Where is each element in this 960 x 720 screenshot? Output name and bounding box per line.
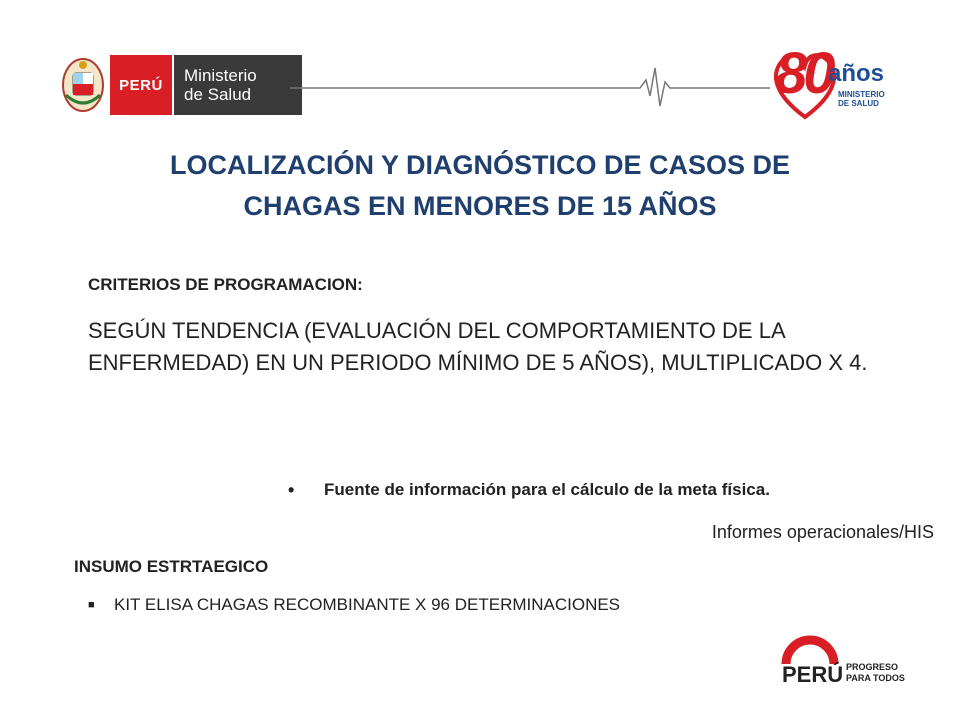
peru-progreso-logo xyxy=(780,632,910,690)
ministry-line1: Ministerio xyxy=(184,66,257,85)
footer-peru-word: PERÚ xyxy=(782,662,844,687)
page-title xyxy=(60,145,900,227)
peru-label: PERÚ xyxy=(110,55,172,115)
criterios-text: SEGÚN TENDENCIA (EVALUACIÓN DEL COMPORTAMIENTO DE LA ENFERMEDAD) EN UN PERIODO MÍNIMO DE 5 AÑOS), MULTIPLICADO X 4. xyxy=(88,318,868,375)
informes-text: Informes operacionales/HIS xyxy=(711,522,934,542)
anniversary-sub1: MINISTERIO xyxy=(838,90,885,99)
kit-list-item xyxy=(88,595,620,615)
bullet-icon: • xyxy=(288,480,295,500)
footer-slogan xyxy=(846,662,905,684)
title-line1: LOCALIZACIÓN Y DIAGNÓSTICO DE CASOS DE xyxy=(169,150,791,180)
ministerio-salud-logo xyxy=(60,55,302,115)
square-bullet-icon: ■ xyxy=(88,599,95,611)
ministry-name xyxy=(174,55,302,115)
kit-text: KIT ELISA CHAGAS RECOMBINANTE X 96 DETERMINACIONES xyxy=(114,595,621,614)
insumo-heading: INSUMO ESTRTAEGICO xyxy=(74,557,269,576)
fuente-bullet-item xyxy=(288,480,770,501)
fuente-text: Fuente de información para el cálculo de la meta física. xyxy=(324,480,770,499)
anniversary-number: 80 xyxy=(775,41,832,106)
anniversary-word: años xyxy=(828,60,885,87)
footer-slogan-line2: PARA TODOS xyxy=(846,673,905,683)
ministry-line2: de Salud xyxy=(184,85,252,104)
heartbeat-line-icon xyxy=(290,60,770,110)
coat-of-arms-icon xyxy=(60,55,106,115)
anniversary-sub2: DE SALUD xyxy=(838,99,879,108)
criterios-heading: CRITERIOS DE PROGRAMACION: xyxy=(88,275,363,294)
footer-slogan-line1: PROGRESO xyxy=(846,662,899,672)
title-line2: CHAGAS EN MENORES DE 15 AÑOS xyxy=(243,191,717,221)
